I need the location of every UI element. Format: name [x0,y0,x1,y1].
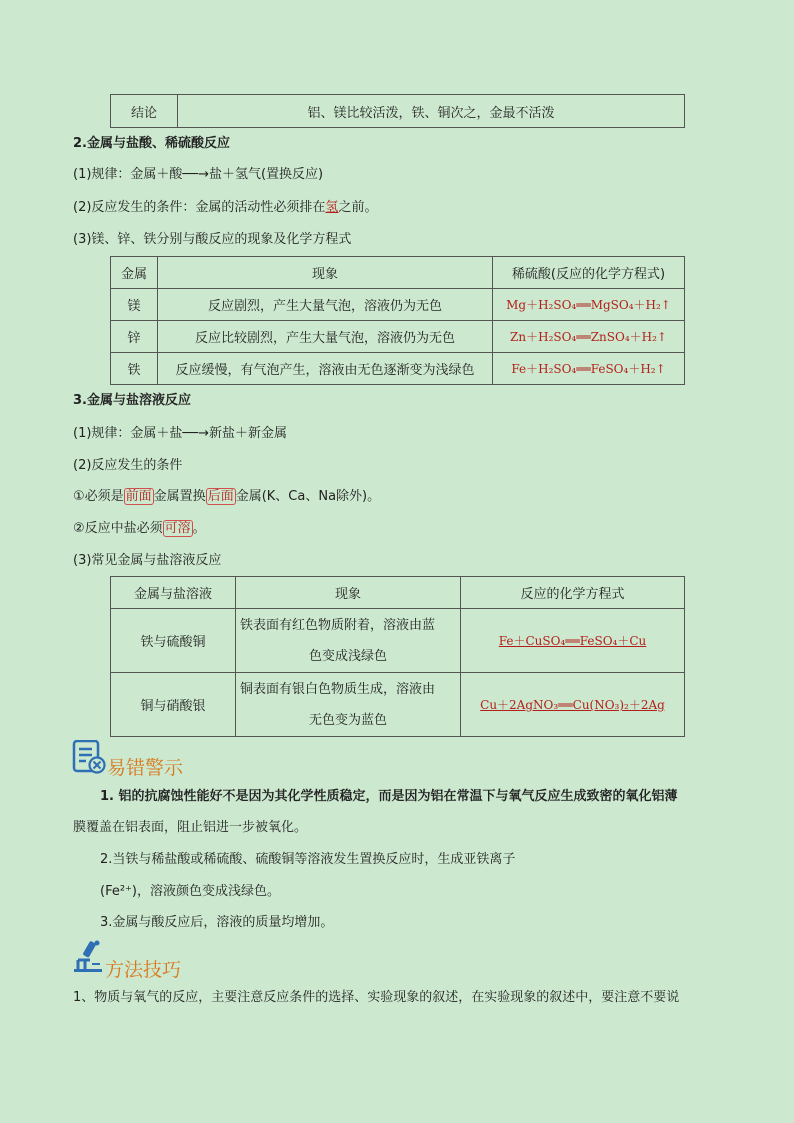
acid-row-phenomenon: 反应剧烈，产生大量气泡，溶液仍为无色 [158,289,493,321]
acid-row-equation: Mg＋H₂SO₄══MgSO₄＋H₂↑ [493,289,685,321]
acid-row-metal: 锌 [111,321,158,353]
section2-table-intro: (3)镁、锌、铁分别与酸反应的现象及化学方程式 [73,232,352,247]
salt-row-phenomenon-line2: 无色变为蓝色 [308,712,387,728]
section3-table-intro: (3)常见金属与盐溶液反应 [73,553,222,568]
salt-row-phenomenon-line2: 色变成浅绿色 [308,648,387,664]
methods-title: 方法技巧 [105,959,182,981]
microscope-icon [72,938,104,974]
section2-title: 2.金属与盐酸、稀硫酸反应 [73,136,230,151]
conclusion-label: 结论 [111,95,178,128]
acid-row-equation: Fe＋H₂SO₄══FeSO₄＋H₂↑ [493,353,685,385]
warning-item-1-line1: 1. 铝的抗腐蚀性能好不是因为其化学性质稳定，而是因为铝在常温下与氧气反应生成致密的氧化铝薄 [100,789,678,804]
section3-condition-1 [73,487,380,507]
cond2-suffix: 。 [192,521,206,536]
section3-rule: (1)规律：金属＋盐──→新盐＋新金属 [73,426,287,441]
salt-row-equation: Fe＋CuSO₄══FeSO₄＋Cu [461,609,685,673]
cond1-mid: 金属置换 [153,489,206,504]
salt-row-phenomenon [236,673,461,737]
salt-table-header-equation: 反应的化学方程式 [461,577,685,609]
section2-condition [73,198,377,218]
acid-row-phenomenon: 反应缓慢，有气泡产生，溶液由无色逐渐变为浅绿色 [158,353,493,385]
acid-table-header-phenomenon: 现象 [158,257,493,289]
warning-item-1-line2: 膜覆盖在铝表面，阻止铝进一步被氧化。 [73,820,308,835]
section3-condition-title: (2)反应发生的条件 [73,458,183,473]
table-row [111,673,685,737]
acid-table-header-equation: 稀硫酸(反应的化学方程式) [493,257,685,289]
salt-table-header-phenomenon: 现象 [236,577,461,609]
cond2-prefix: ②反应中盐必须 [73,521,163,536]
salt-reaction-table [110,576,685,737]
cond1-suffix: 金属(K、Ca、Na除外)。 [235,489,381,504]
acid-reaction-table [110,256,685,385]
cond1-highlight-back: 后面 [207,489,234,504]
document-x-icon [72,740,106,774]
cond1-prefix: ①必须是 [73,489,124,504]
cond2-highlight: 可溶 [164,521,191,536]
section2-condition-prefix: (2)反应发生的条件：金属的活动性必须排在 [73,200,326,215]
table-row [111,289,685,321]
section2-rule: (1)规律：金属＋酸──→盐＋氢气(置换反应) [73,167,324,182]
warning-item-2-line1: 2.当铁与稀盐酸或稀硫酸、硫酸铜等溶液发生置换反应时，生成亚铁离子 [100,852,516,867]
salt-row-equation: Cu＋2AgNO₃══Cu(NO₃)₂＋2Ag [461,673,685,737]
acid-row-metal: 镁 [111,289,158,321]
acid-table-header-metal: 金属 [111,257,158,289]
acid-row-phenomenon: 反应比较剧烈，产生大量气泡，溶液仍为无色 [158,321,493,353]
table-row [111,321,685,353]
acid-row-metal: 铁 [111,353,158,385]
section2-condition-suffix: 之前。 [338,200,378,215]
section3-title: 3.金属与盐溶液反应 [73,393,191,408]
cond1-highlight-front: 前面 [125,489,152,504]
acid-row-equation: Zn＋H₂SO₄══ZnSO₄＋H₂↑ [493,321,685,353]
warnings-title: 易错警示 [107,757,184,779]
conclusion-text: 铝、镁比较活泼，铁、铜次之，金最不活泼 [178,95,685,128]
table-row [111,609,685,673]
warning-item-2-line2: (Fe²⁺)，溶液颜色变成浅绿色。 [100,884,280,899]
salt-row-phenomenon-line1: 铜表面有银白色物质生成，溶液由 [240,681,436,697]
salt-row-name: 铁与硫酸铜 [111,609,236,673]
salt-row-phenomenon [236,609,461,673]
salt-table-header-name: 金属与盐溶液 [111,577,236,609]
section2-condition-highlight: 氢 [325,200,339,215]
conclusion-table [110,94,685,128]
section3-condition-2 [73,519,206,539]
salt-row-phenomenon-line1: 铁表面有红色物质附着，溶液由蓝 [240,617,436,633]
methods-text: 1、物质与氧气的反应，主要注意反应条件的选择、实验现象的叙述，在实验现象的叙述中，要注意不要说 [73,990,680,1005]
warning-item-3: 3.金属与酸反应后，溶液的质量均增加。 [100,915,334,930]
table-row [111,353,685,385]
salt-row-name: 铜与硝酸银 [111,673,236,737]
